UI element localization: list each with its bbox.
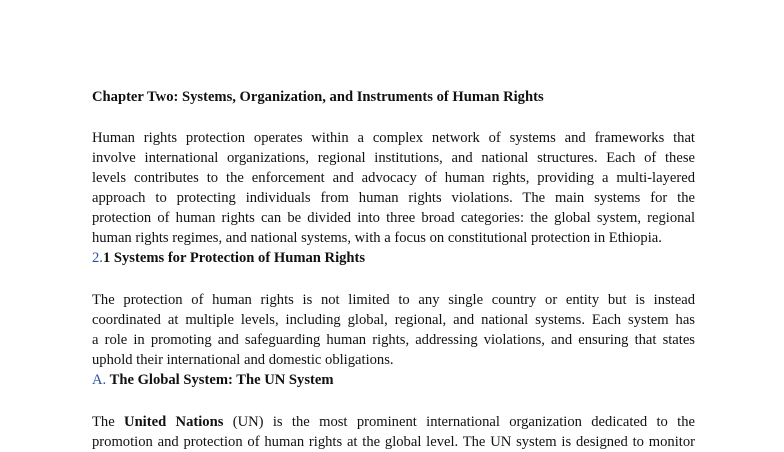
- section-number: 2.: [92, 250, 103, 266]
- intro-line-4: approach to protecting individuals from human rights violations. The main systems for the: [92, 190, 695, 206]
- un-line-1-bold: United Nations: [124, 414, 224, 430]
- chapter-title: Chapter Two: Systems, Organization, and Instruments of Human Rights: [92, 89, 544, 105]
- intro-line-5: protection of human rights can be divided into three broad categories: the global system, regional: [92, 210, 695, 226]
- un-line-1: [92, 412, 695, 432]
- intro-line-3: levels contributes to the enforcement and advocacy of human rights, providing a multi-layered: [92, 170, 695, 186]
- intro-line-2: involve international organizations, regional institutions, and national structures. Each of these: [92, 150, 695, 166]
- section-title: 1 Systems for Protection of Human Rights: [102, 250, 366, 266]
- intro-line-1: Human rights protection operates within a complex network of systems and frameworks that: [92, 130, 695, 146]
- section-line-2: coordinated at multiple levels, including global, regional, and national systems. Each system has: [92, 312, 695, 328]
- un-line-1-pre: The: [92, 414, 125, 430]
- section-line-4: uphold their international and domestic obligations.: [92, 352, 394, 368]
- subsection-title: The Global System: The UN System: [109, 372, 334, 388]
- intro-line-6: human rights regimes, and national systems, with a focus on constitutional protection in Ethiopia.: [92, 230, 662, 246]
- section-line-1: The protection of human rights is not limited to any single country or entity but is instead: [92, 292, 695, 308]
- section-line-3: a role in promoting and safeguarding human rights, addressing violations, and ensuring that states: [92, 332, 695, 348]
- un-line-2: promotion and protection of human rights at the global level. The UN system is designed to monitor: [92, 434, 695, 450]
- subsection-heading-a: [92, 370, 695, 390]
- un-line-1-post: (UN) is the most prominent international organization dedicated to the: [223, 414, 696, 430]
- section-heading-2-1: [92, 248, 695, 268]
- subsection-letter: A.: [92, 372, 107, 388]
